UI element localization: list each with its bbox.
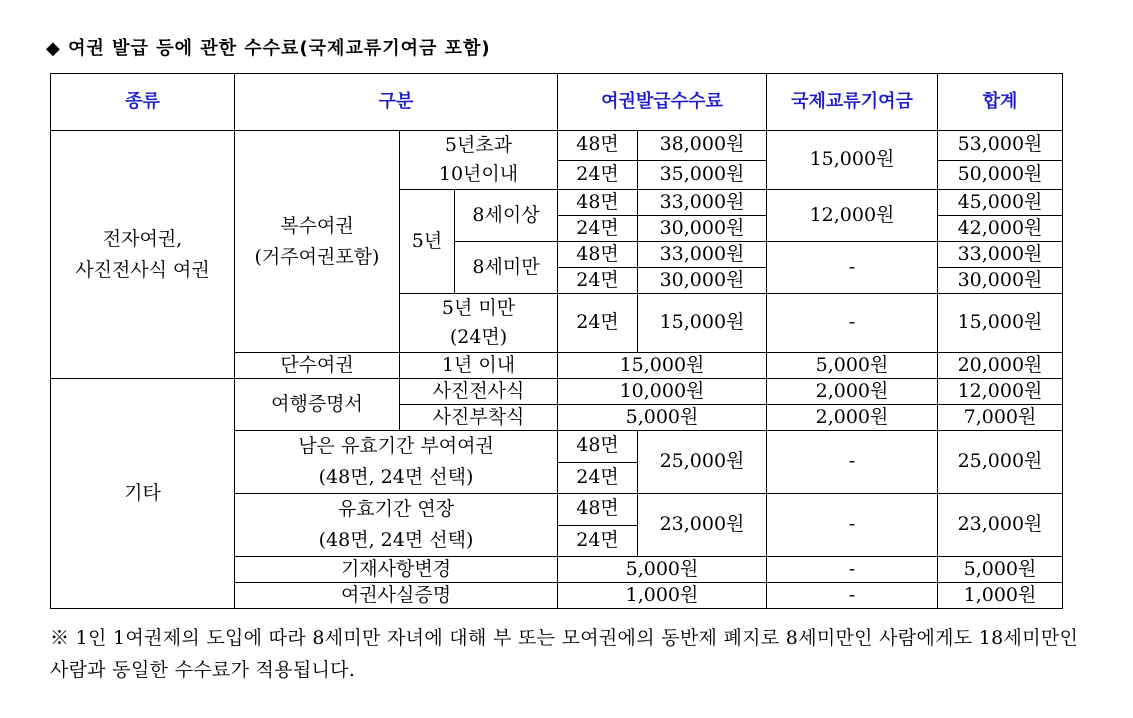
- header-category: 구분: [235, 74, 558, 131]
- fee-value: 23,000원: [638, 494, 767, 557]
- contribution-value: -: [767, 431, 938, 494]
- row-within-1-year: 1년 이내: [400, 353, 558, 379]
- contribution-value: -: [767, 494, 938, 557]
- pages-48: 48면: [558, 190, 638, 216]
- total-value: 20,000원: [938, 353, 1063, 379]
- pages-48: 48면: [558, 494, 638, 526]
- row-photo-attach: 사진부착식: [400, 405, 558, 431]
- group-electronic-passport: 전자여권, 사진전사식 여권: [51, 131, 235, 379]
- total-value: 30,000원: [938, 268, 1063, 294]
- contribution-value: -: [767, 294, 938, 353]
- contribution-value: 2,000원: [767, 379, 938, 405]
- group-other: 기타: [51, 379, 235, 609]
- total-value: 1,000원: [938, 583, 1063, 609]
- contribution-value: 15,000원: [767, 131, 938, 190]
- total-value: 12,000원: [938, 379, 1063, 405]
- fee-value: 10,000원: [558, 379, 767, 405]
- pages-24: 24면: [558, 294, 638, 353]
- row-fact-certificate: 여권사실증명: [235, 583, 558, 609]
- row-travel-certificate: 여행증명서: [235, 379, 400, 431]
- pages-48: 48면: [558, 431, 638, 463]
- header-total: 합계: [938, 74, 1063, 131]
- header-intl-contribution: 국제교류기여금: [767, 74, 938, 131]
- row-entry-change: 기재사항변경: [235, 557, 558, 583]
- row-age-8-plus: 8세이상: [455, 190, 558, 242]
- row-under-5-years: 5년 미만 (24면): [400, 294, 558, 353]
- row-single-passport: 단수여권: [235, 353, 400, 379]
- fee-value: 1,000원: [558, 583, 767, 609]
- fee-value: 15,000원: [558, 353, 767, 379]
- fee-value: 5,000원: [558, 557, 767, 583]
- row-under-8: 8세미만: [455, 242, 558, 294]
- header-type: 종류: [51, 74, 235, 131]
- total-value: 50,000원: [938, 160, 1063, 190]
- fee-value: 38,000원: [638, 131, 767, 161]
- row-validity-extension: 유효기간 연장 (48면, 24면 선택): [235, 494, 558, 557]
- fee-value: 5,000원: [558, 405, 767, 431]
- header-row: [51, 74, 1063, 131]
- pages-24: 24면: [558, 462, 638, 494]
- pages-48: 48면: [558, 131, 638, 161]
- pages-24: 24면: [558, 525, 638, 557]
- pages-24: 24면: [558, 268, 638, 294]
- fee-value: 33,000원: [638, 242, 767, 268]
- total-value: 42,000원: [938, 216, 1063, 242]
- page-title: ◆ 여권 발급 등에 관한 수수료(국제교류기여금 포함): [46, 38, 491, 59]
- contribution-value: 2,000원: [767, 405, 938, 431]
- total-value: 7,000원: [938, 405, 1063, 431]
- footnote: ※ 1인 1여권제의 도입에 따라 8세미만 자녀에 대해 부 또는 모여권에의 동반제 폐지로 8세미만인 사람에게도 18세미만인 사람과 동일한 수수료가 적용됩니다.: [50, 627, 1079, 681]
- total-value: 15,000원: [938, 294, 1063, 353]
- contribution-value: -: [767, 242, 938, 294]
- fee-value: 30,000원: [638, 268, 767, 294]
- contribution-value: 5,000원: [767, 353, 938, 379]
- pages-24: 24면: [558, 216, 638, 242]
- table-row: [51, 379, 1063, 405]
- total-value: 33,000원: [938, 242, 1063, 268]
- fee-value: 33,000원: [638, 190, 767, 216]
- total-value: 23,000원: [938, 494, 1063, 557]
- contribution-value: -: [767, 583, 938, 609]
- header-issuance-fee: 여권발급수수료: [558, 74, 767, 131]
- contribution-value: -: [767, 557, 938, 583]
- row-remaining-validity: 남은 유효기간 부여여권 (48면, 24면 선택): [235, 431, 558, 494]
- total-value: 25,000원: [938, 431, 1063, 494]
- row-over5-years: 5년초과 10년이내: [400, 131, 558, 190]
- fee-value: 15,000원: [638, 294, 767, 353]
- total-value: 45,000원: [938, 190, 1063, 216]
- pages-24: 24면: [558, 160, 638, 190]
- total-value: 53,000원: [938, 131, 1063, 161]
- row-five-years: 5년: [400, 190, 455, 294]
- fee-value: 30,000원: [638, 216, 767, 242]
- pages-48: 48면: [558, 242, 638, 268]
- fee-value: 25,000원: [638, 431, 767, 494]
- contribution-value: 12,000원: [767, 190, 938, 242]
- total-value: 5,000원: [938, 557, 1063, 583]
- row-photo-transfer: 사진전사식: [400, 379, 558, 405]
- fee-value: 35,000원: [638, 160, 767, 190]
- fee-table: [50, 73, 1063, 609]
- row-multiple-passport: 복수여권 (거주여권포함): [235, 131, 400, 353]
- table-row: [51, 131, 1063, 161]
